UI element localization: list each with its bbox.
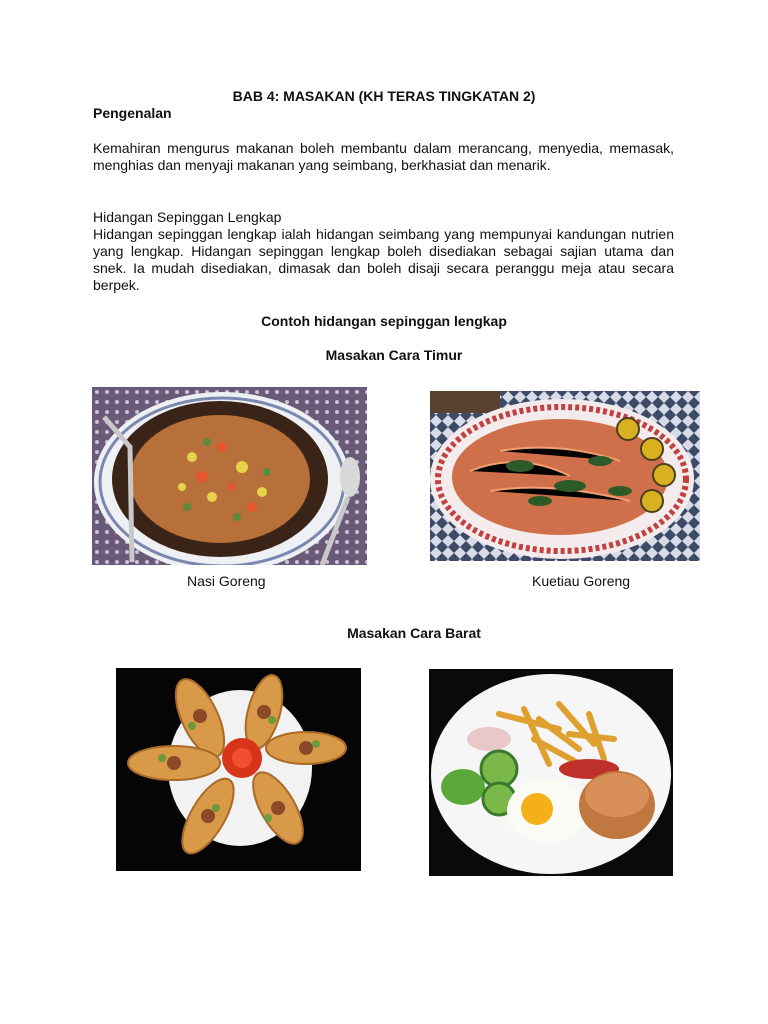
intro-heading: Pengenalan xyxy=(93,105,172,121)
examples-heading: Contoh hidangan sepinggan lengkap xyxy=(261,313,507,329)
western-heading: Masakan Cara Barat xyxy=(347,625,481,641)
caption-nasi-goreng: Nasi Goreng xyxy=(187,573,266,589)
western-breakfast-photo xyxy=(429,669,673,876)
kuetiau-goreng-photo xyxy=(430,391,700,561)
hotdog-platter-photo xyxy=(116,668,361,871)
page-title: BAB 4: MASAKAN (KH TERAS TINGKATAN 2) xyxy=(232,88,536,104)
definition-heading: Hidangan Sepinggan Lengkap xyxy=(93,209,282,225)
caption-kuetiau-goreng: Kuetiau Goreng xyxy=(532,573,631,589)
definition-paragraph xyxy=(93,209,674,294)
eastern-heading: Masakan Cara Timur xyxy=(325,347,463,363)
intro-paragraph: Kemahiran mengurus makanan boleh membantu dalam merancang, menyedia, memasak, menghias dan menyaji makanan yang seimbang, berkhasiat dan menarik. xyxy=(93,140,674,173)
definition-text: Hidangan sepinggan lengkap ialah hidangan seimbang yang mempunyai kandungan nutrien yang lengkap. Hidangan sepinggan lengkap boleh disediakan sebagai sajian utama dan snek. Ia mudah disediakan, dimasak dan boleh disaji secara peranggu meja atau secara berpek. xyxy=(93,226,674,293)
nasi-goreng-photo xyxy=(92,387,367,565)
